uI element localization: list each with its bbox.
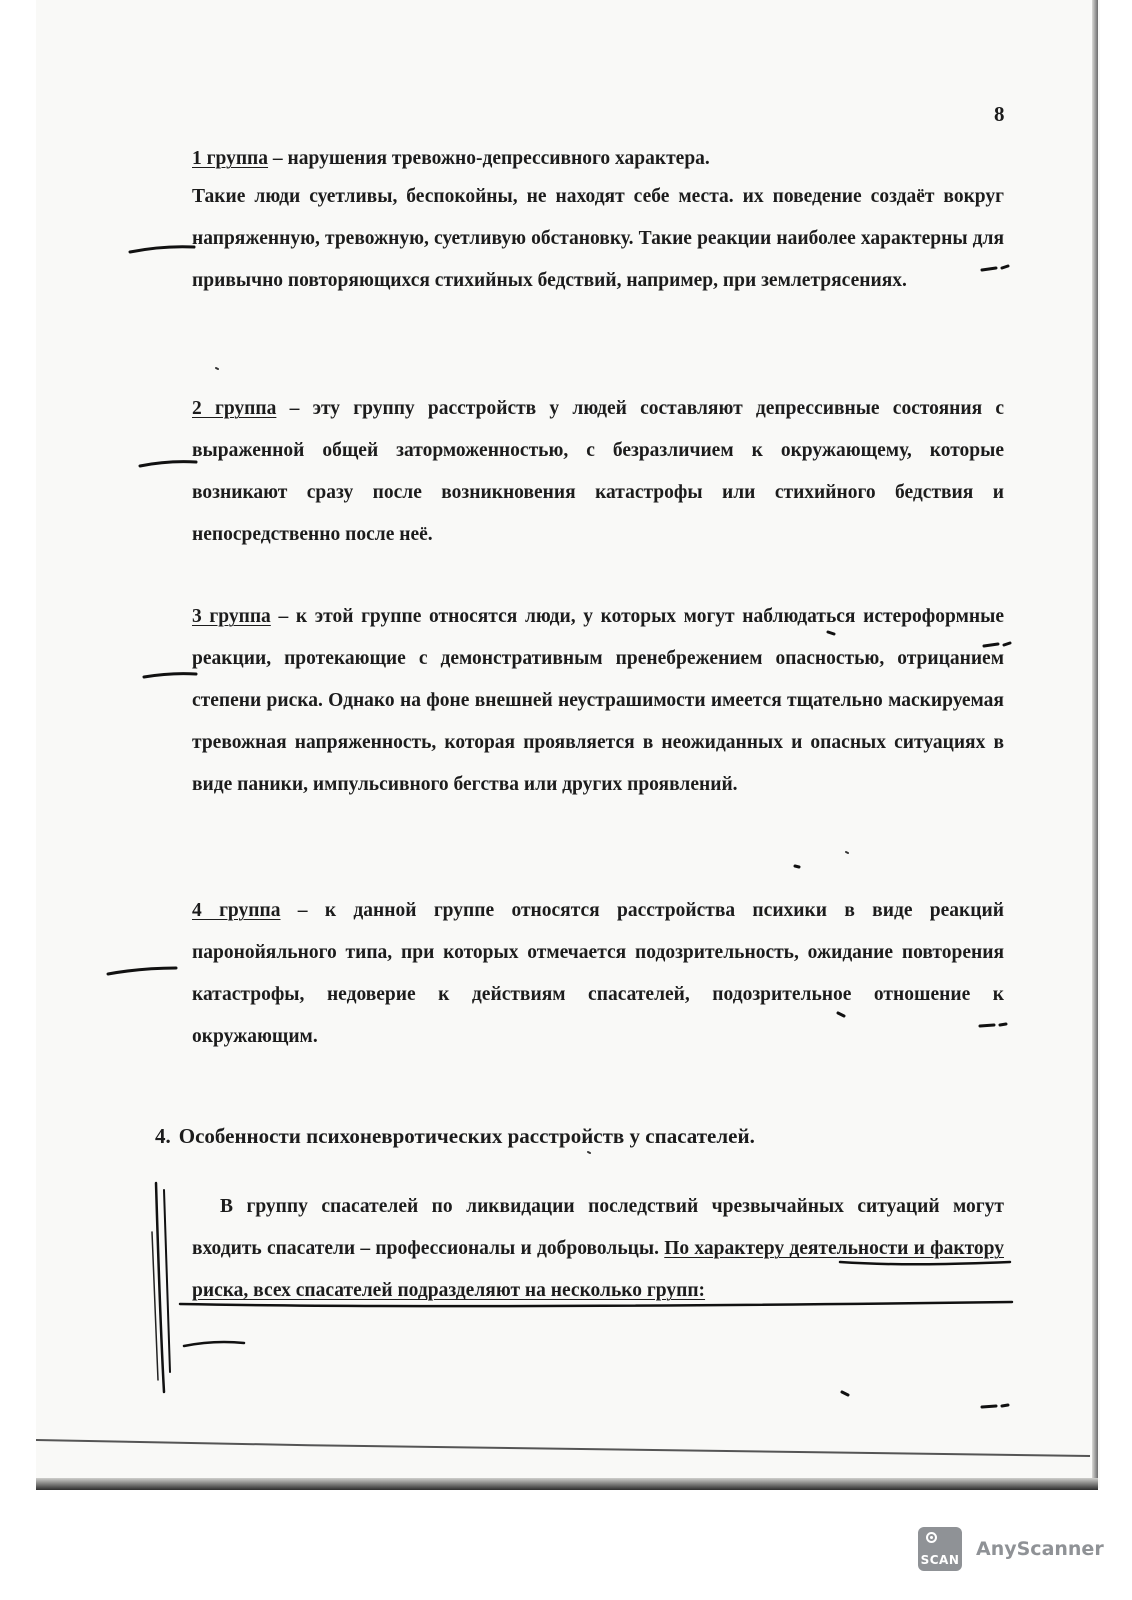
speck-2 [838, 1013, 844, 1016]
line-end-mark-4 [982, 1405, 1008, 1407]
scan-badge-text: SCAN [920, 1553, 960, 1567]
brand-name: AnyScanner [976, 1538, 1104, 1560]
speck-1 [828, 632, 834, 634]
page-number: 8 [994, 102, 1005, 126]
closing-underlined-text: По характеру деятельности и фактору риска, всех спасателей подразделяют на несколько групп: [192, 1238, 1004, 1301]
scan-badge-icon [918, 1527, 962, 1571]
section-title: Особенности психоневротических расстройств у спасателей. [178, 1124, 755, 1148]
group-3-label: 3 группа [192, 606, 271, 627]
group-2-label: 2 группа [192, 398, 277, 419]
group-4-text: – к данной группе относятся расстройства психики в виде реакций паронойяльного типа, при которых отмечается подозрительность, ожидание повторения катастрофы, недоверие к действиям спасателей, подозрительное отношение к окружающим. [192, 900, 1004, 1047]
margin-bracket-inner [164, 1190, 170, 1372]
margin-dash-3 [144, 674, 196, 677]
group-1-body: Такие люди суетливы, беспокойны, не находят себе места. их поведение создаёт вокруг напряженную, тревожную, суетливую обстановку. Такие реакции наиболее характерны для привычно повторяющихся стихийных бедствий, например, при землетрясениях. [192, 186, 1004, 291]
speck-6 [846, 852, 848, 853]
speck-7 [588, 1152, 590, 1153]
group-3-text: – к этой группе относятся люди, у которых могут наблюдаться истероформные реакции, протекающие с демонстративным пренебрежением опасностью, отрицанием степени риска. Однако на фоне внешней неустрашимости имеется тщательно маскируемая тревожная напряженность, которая проявляется в неожиданных и опасных ситуациях в виде паники, импульсивного бегства или других проявлений. [192, 606, 1005, 795]
margin-dash-1 [130, 247, 194, 252]
speck-4 [795, 866, 799, 867]
line-end-mark-1 [982, 266, 1008, 270]
anyscanner-watermark [918, 1525, 1104, 1573]
line-end-mark-3 [980, 1024, 1006, 1026]
margin-dash-4 [108, 968, 176, 974]
speck-5 [216, 368, 218, 369]
fold-line [36, 1440, 1090, 1456]
section-number: 4. [155, 1124, 171, 1148]
margin-dash-2 [140, 462, 196, 466]
camera-icon [926, 1532, 937, 1543]
underline-stroke-2 [180, 1302, 1012, 1306]
group-2-text: – эту группу расстройств у людей составляют депрессивные состояния с выраженной общей заторможенностью, с безразличием к окружающему, которые возникают сразу после возникновения катастрофы или стихийного бедствия и непосредственно после неё. [192, 398, 1004, 545]
underline-stroke-1 [840, 1262, 1010, 1264]
group-1-label: 1 группа [192, 148, 269, 169]
group-1-text: – нарушения тревожно-депрессивного характера. [268, 148, 710, 169]
group-4-label: 4 группа [192, 900, 281, 921]
speck-3 [842, 1392, 848, 1395]
line-end-mark-2 [984, 643, 1010, 646]
underline-stroke-3 [184, 1342, 244, 1346]
closing-text: В группу спасателей по ликвидации последствий чрезвычайных ситуаций могут входить спасатели – профессионалы и добровольцы. [192, 1196, 1004, 1259]
